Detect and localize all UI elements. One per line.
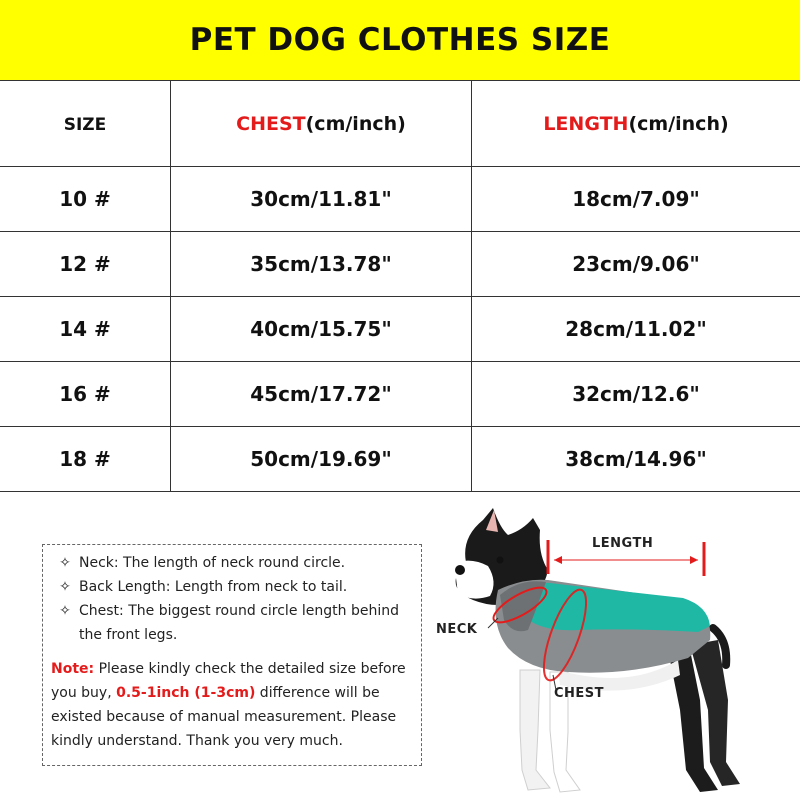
chest-cell: 35cm/13.78" [171,232,472,297]
sparkle-icon: ✧ [51,551,79,575]
size-cell: 10 # [0,167,171,232]
sparkle-icon: ✧ [51,599,79,647]
chest-label: CHEST [554,686,604,701]
page-title: PET DOG CLOTHES SIZE [190,22,611,58]
size-cell: 12 # [0,232,171,297]
note-label: Note: [51,661,94,677]
length-cell: 32cm/12.6" [472,362,800,427]
note-bullet-neck: ✧ Neck: The length of neck round circle. [51,551,413,575]
size-cell: 14 # [0,297,171,362]
note-bullet-chest: ✧ Chest: The biggest round circle length behind the front legs. [51,599,413,647]
table-row [0,297,800,362]
tolerance-highlight: 0.5-1inch (1-3cm) [116,685,255,701]
length-cell: 38cm/14.96" [472,427,800,492]
dog-measurement-diagram [428,500,800,800]
length-cell: 18cm/7.09" [472,167,800,232]
size-cell: 16 # [0,362,171,427]
length-cell: 28cm/11.02" [472,297,800,362]
length-cell: 23cm/9.06" [472,232,800,297]
header-length: LENGTH(cm/inch) [472,81,800,167]
header-size: SIZE [0,81,171,167]
measurement-notes [42,544,422,766]
chest-cell: 45cm/17.72" [171,362,472,427]
chest-cell: 40cm/15.75" [171,297,472,362]
note-bullet-back-length: ✧ Back Length: Length from neck to tail. [51,575,413,599]
table-row [0,167,800,232]
title-banner [0,0,800,80]
table-header-row [0,81,800,167]
size-table [0,80,800,492]
chest-cell: 50cm/19.69" [171,427,472,492]
chest-cell: 30cm/11.81" [171,167,472,232]
measurement-disclaimer: Note: Please kindly check the detailed size before you buy, 0.5-1inch (1-3cm) difference will be existed because of manual measurement. Please kindly understand. Thank you very much. [51,657,413,753]
table-row [0,232,800,297]
sparkle-icon: ✧ [51,575,79,599]
table-row [0,427,800,492]
header-chest: CHEST(cm/inch) [171,81,472,167]
neck-label: NECK [436,622,477,637]
table-row [0,362,800,427]
length-label: LENGTH [592,536,653,551]
size-cell: 18 # [0,427,171,492]
